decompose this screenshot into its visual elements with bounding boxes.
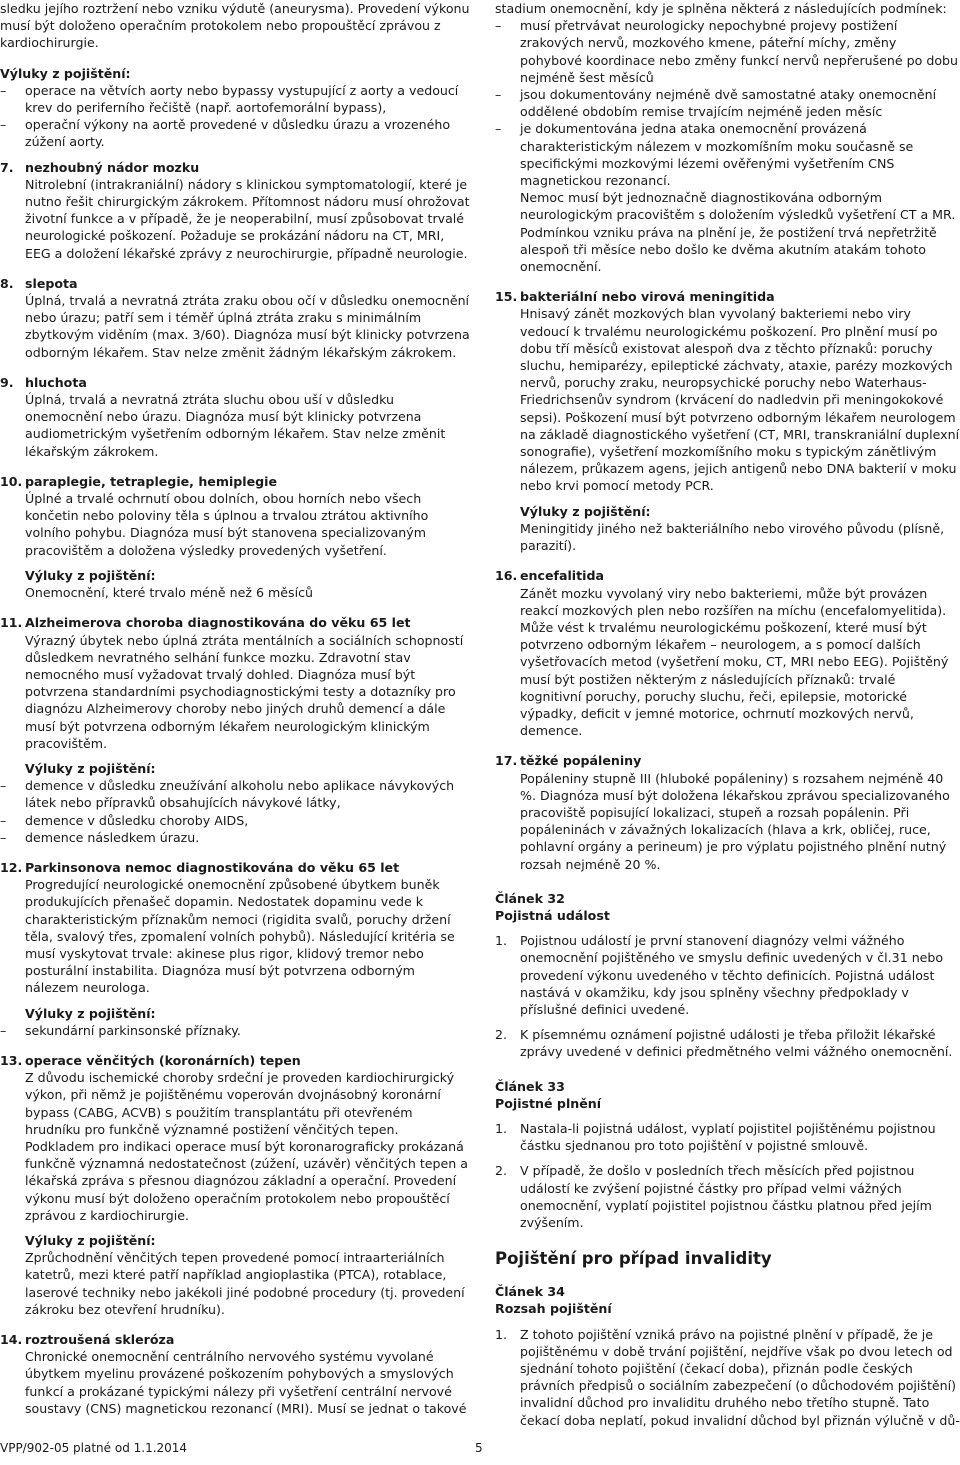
article-title: Rozsah pojištění [495,1301,612,1317]
clause-text: Z tohoto pojištění vzniká právo na pojistné plnění v případě, že je pojištěnému v době trvání pojištění, nejdříve však po dvou letech od sjednání tohoto pojištění (čekací doba), přiznán podle českých právních předpisů o sociálním zabezpečení (o důchodovém pojištění) invalidní důchod pro invaliditu druhého nebo třetího stupně. Tato čekací doba neplatí, pokud invalidní důchod byl přiznán výlučně v dů- [520,1326,960,1428]
exclusion-text: Onemocnění, které trvalo méně než 6 měsíců [25,585,313,601]
condition-item: – jsou dokumentovány nejméně dvě samostatné ataky onemocnění oddělené obdobím remise trvajícím nejméně jeden měsíc [495,86,960,120]
item-text: Nitrolební (intrakraniální) nádory s klinickou symptomatologií, které je nutno řešit chirurgickým zákrokem. Přítomnost nádoru musí ohrožovat životní funkce a v případě, že je neoperabilní, musí způsobovat trvalé neurologické poškození. Požaduje se prokázání nádoru na CT, MRI, EEG a doložení lékařské zprávy z neurochirurgie, případně neurologie. [25,176,470,261]
intro-paragraph: sledku jejího roztržení nebo vzniku výdutě (aneurysma). Provedení výkonu musí být doloženo operačním protokolem nebo propouštěcí zprávou z kardiochirurgie. [0,1,470,51]
item-title: bakteriální nebo virová meningitida [520,289,775,305]
item-title: paraplegie, tetraplegie, hemiplegie [25,473,278,489]
exclusion-item: – sekundární parkinsonské příznaky. [0,1022,470,1039]
item-text: Zánět mozku vyvolaný viry nebo bakteriemi, může být provázen reakcí mozkových plen nebo rozšířen na míchu (encefalomyelitida). Může vést k trvalému neurologickému poškození, které musí být potvrzeno odborným lékařem – neurologem, a s pomocí dalších vyšetřovacích metod (vyšetření moku, CT, MRI nebo EEG). Pojištěný musí být postižen některým z následujících příznaků: trvalé kognitivní poruchy, poruchy sluchu, řeči, epilepsie, motorické výpadky, deficit v jemné motorice, ochrnutí mozkových nervů, demence. [520,585,949,739]
article-clause [495,1162,960,1231]
exclusion-item: – demence v důsledku choroby AIDS, [0,812,470,829]
condition-list [495,17,960,189]
definition-item [0,275,470,361]
item-title: hluchota [25,374,87,390]
clause-text: Pojistnou událostí je první stanovení diagnózy velmi vážného onemocnění pojištěného ve smyslu definic uvedených v čl.31 nebo provedení výkonu uvedeného v těchto definicích. Pojistná událost nastává v okamžiku, kdy jsou splněny všechny předpoklady v příslušné definici uvedené. [520,933,944,1017]
exclusion-text: Meningitidy jiného než bakteriálního nebo virového původu (plísně, parazití). [520,520,945,554]
article-clause [495,932,960,1018]
item-title: nezhoubný nádor mozku [25,159,200,175]
item-number: 16. [495,568,518,584]
right-column [495,0,960,1429]
item-number: 8. [0,275,14,291]
item-text: Úplné a trvalé ochrnutí obou dolních, obou horních nebo všech končetin nebo poloviny těla s úplnou a trvalou ztrátou aktivního volního pohybu. Diagnóza musí být stanovena specializovaným pracovištěm a doložena výsledky provedených vyšetření. [25,491,429,558]
page-number: 5 [475,1441,483,1455]
exclusion-heading: Výluky z pojištění: [25,1005,156,1021]
exclusion-heading: Výluky z pojištění: [25,1233,156,1248]
exclusion-list [0,1022,470,1039]
clause-text: K písemnému oznámení pojistné události je třeba přiložit lékařské zprávy uvedené v definici předmětného velmi vážného onemocnění. [520,1027,953,1060]
exclusion-heading: Výluky z pojištění: [0,65,131,81]
item-title: operace věnčitých (koronárních) tepen [25,1052,301,1068]
exclusion-item: – operační výkony na aortě provedené v důsledku úrazu a vrozeného zúžení aorty. [0,116,470,150]
article-title: Pojistná událost [495,907,610,923]
definition-item [495,288,960,554]
item-text: Z důvodu ischemické choroby srdeční je proveden kardiochirurgický výkon, při němž je pojištěnému voperován dvojnásobný koronární bypass (CABG, ACVB) s použitím transplantátu při otevřeném hrudníku pro funkčně významné postižení věnčitých tepen. Podkladem pro indikaci operace musí být koronarograficky prokázaná funkčně významná nedostatečnost (zúžení, uzávěr) věnčitých tepen a lékařská zpráva s přesnou diagnózou základní a operační. Provedení výkonu musí být doloženo operačním protokolem nebo propouštěcí zprávou z kardiochirurgie. [25,1070,468,1223]
exclusion-item: – operace na větvích aorty nebo bypassy vystupující z aorty a vedoucí krev do periferního řečiště (např. aortofemorální bypass), [0,82,470,116]
item-title: roztroušená skleróza [25,1332,175,1348]
item-number: 12. [0,859,23,875]
item-text: Chronické onemocnění centrálního nervového systému vyvolané úbytkem myelinu provázené poškozením pohybových a smyslových funkcí a prokázané typickými nálezy při vyšetření centrální nervové soustavy (CNS) magnetickou rezonancí (MRI). Musí se jednat o takové [25,1349,467,1416]
item-number: 15. [495,289,518,305]
clause-number: 1. [495,1326,508,1342]
section-title: Pojištění pro případ invalidity [495,1249,772,1269]
item-text: Popáleniny stupně III (hluboké popáleniny) s rozsahem nejméně 40 %. Diagnóza musí být doložena lékařskou zprávou specializovaného pracoviště popisující lokalizaci, stupeň a rozsah popálenin. Při popáleninách v závažných lokalizacích (hlava a krk, obličej, ruce, pohlavní orgány a perineum) je pro výplatu pojistného plnění nutný rozsah nejméně 20 %. [520,770,950,872]
item-text: Progredující neurologické onemocnění způsobené úbytkem buněk produkujících přenašeč dopamin. Nedostatek dopaminu vede k charakteristickým příznakům nemoci (rigidita svalů, poruchy držení těla, svalový třes, zpomalení volních pohybů). Následující kritéria se musí vyskytovat trvale: akinese plus rigor, klidový tremor nebo posturální instabilita. Diagnóza musí být potvrzena odborným nálezem neurologa. [25,877,455,996]
continuation-end-block [495,189,960,275]
exclusion-heading: Výluky z pojištění: [25,567,156,583]
definition-item [0,614,470,777]
clause-number: 2. [495,1027,508,1043]
definition-item [0,374,470,460]
article-heading: Článek 32 [495,890,565,906]
clause-number: 1. [495,1120,508,1136]
definition-item [0,1331,470,1417]
exclusion-list [0,82,470,151]
left-column [0,0,470,1417]
item-title: slepota [25,275,78,291]
item-title: Alzheimerova choroba diagnostikována do věku 65 let [25,615,411,631]
article-heading: Článek 34 [495,1284,565,1300]
definition-item [0,1052,470,1318]
item-number: 11. [0,615,23,631]
article-title: Pojistné plnění [495,1095,602,1111]
item-number: 9. [0,374,14,390]
item-title: encefalitida [520,568,604,584]
exclusion-heading: Výluky z pojištění: [25,760,156,776]
document-code: VPP/902-05 platné od 1.1.2014 [0,1441,188,1455]
clause-text: Nastala-li pojistná událost, vyplatí pojistitel pojištěnému pojistnou částku sjednanou pro toto pojištění v pojistné smlouvě. [520,1120,936,1154]
article-clause [495,1026,960,1060]
item-number: 10. [0,473,23,489]
definition-item [495,567,960,739]
article-clause [495,1120,960,1154]
item-number: 7. [0,159,14,175]
condition-item: – musí přetrvávat neurologicky nepochybné projevy postižení zrakových nervů, mozkového kmene, páteřní míchy, změny pohybové koordinace nebo změny funkcí nervů nepřerušené po dobu nejméně šest měsíců [495,17,960,86]
exclusion-heading: Výluky z pojištění: [520,503,651,519]
item-text: Výrazný úbytek nebo úplná ztráta mentálních a sociálních schopností důsledkem nevratného selhání funkce mozku. Zdravotní stav nemocného musí vyžadovat trvalý dohled. Diagnóza musí být potvrzena standardními psychodiagnostickými testy a dotazníky pro diagnózu Alzheimerovy choroby nebo jiných druhů demencí a dále musí být potvrzena odborným lékařem neurologickým klinickým pracovištěm. [25,632,464,751]
item-text: Úplná, trvalá a nevratná ztráta zraku obou očí v důsledku onemocnění nebo úrazu; patří sem i téměř úplná ztráta zraku s minimálním zbytkovým viděním (max. 3/60). Diagnóza musí být klinicky potvrzena odborným lékařem. Stav nelze změnit žádným lékařským zákrokem. [25,293,470,360]
article-heading: Článek 33 [495,1078,565,1094]
item-number: 14. [0,1332,23,1348]
continuation-end: Nemoc musí být jednoznačně diagnostikována odborným neurologickým pracovištěm s doložením výsledků vyšetření CT a MR. Podmínkou vzniku práva na plnění je, že postižení trvá nepřetržitě alespoň tři měsíce nebo došlo ke dvěma akutním atakám tohoto onemocnění. [520,190,956,275]
exclusion-list [0,777,470,846]
definition-item [0,473,470,601]
clause-number: 1. [495,933,508,949]
definition-item [495,752,960,872]
item-number: 13. [0,1052,23,1068]
exclusion-item: – demence v důsledku zneužívání alkoholu nebo aplikace návykových látek nebo přípravků obsahujících návykové látky, [0,777,470,811]
item-text: Hnisavý zánět mozkových blan vyvolaný bakteriemi nebo viry vedoucí k trvalému neurologickému poškození. Pro plnění musí po dobu tří měsíců existovat alespoň dva z těchto příznaků: poruchy sluchu, hemiparézy, epileptické záchvaty, ataxie, parézy mozkových nervů, poruchy zraku, neuropsychické poruchy nebo Waterhaus-Friedrichsenův syndrom (krvácení do nadledvin při meningokokové sepsi). Poškození musí být potvrzeno odborným lékařem neurologem na základě diagnostického vyšetření (CT, MRI, transkraniální duplexní sonografie), vyšetření mozkomíšního moku s typickým zánětlivým nálezem, průkazem agens, jejich antigenů nebo DNA bakterií v moku nebo krvi pomocí metody PCR. [520,306,960,494]
exclusion-item: – demence následkem úrazu. [0,829,470,846]
clause-text: V případě, že došlo v posledních třech měsících před pojistnou událostí ke zvýšení pojistné částky pro případ velmi vážných onemocnění, vyplatí pojistitel pojistnou částku platnou před jejím zvýšením. [520,1163,932,1230]
item-text: Úplná, trvalá a nevratná ztráta sluchu obou uší v důsledku onemocnění nebo úrazu. Diagnóza musí být klinicky potvrzena audiometrickým vyšetřením odborným lékařem. Stav nelze změnit lékařským zákrokem. [25,392,446,459]
condition-item: – je dokumentována jedna ataka onemocnění provázená charakteristickým nálezem v mozkomíšním moku současně se specifickými mozkovými lézemi ověřenými vyšetřením CNS magnetickou rezonancí. [495,120,960,189]
continuation-intro: stadium onemocnění, kdy je splněna některá z následujících podmínek: [495,1,947,16]
article-clause [495,1326,960,1429]
clause-number: 2. [495,1163,508,1179]
item-title: těžké popáleniny [520,753,642,769]
item-title: Parkinsonova nemoc diagnostikována do věku 65 let [25,859,400,875]
continuation-block [495,0,960,17]
exclusion-text: Zprůchodnění věnčitých tepen provedené pomocí intraarteriálních katetrů, mezi které patří například angioplastika (PTCA), rotablace, laserové techniky nebo jakékoli jiné podobné procedury (tj. provedení zákroku bez otevření hrudníku). [25,1250,465,1317]
definition-item [0,159,470,262]
item-number: 17. [495,753,518,769]
definition-item [0,859,470,1022]
